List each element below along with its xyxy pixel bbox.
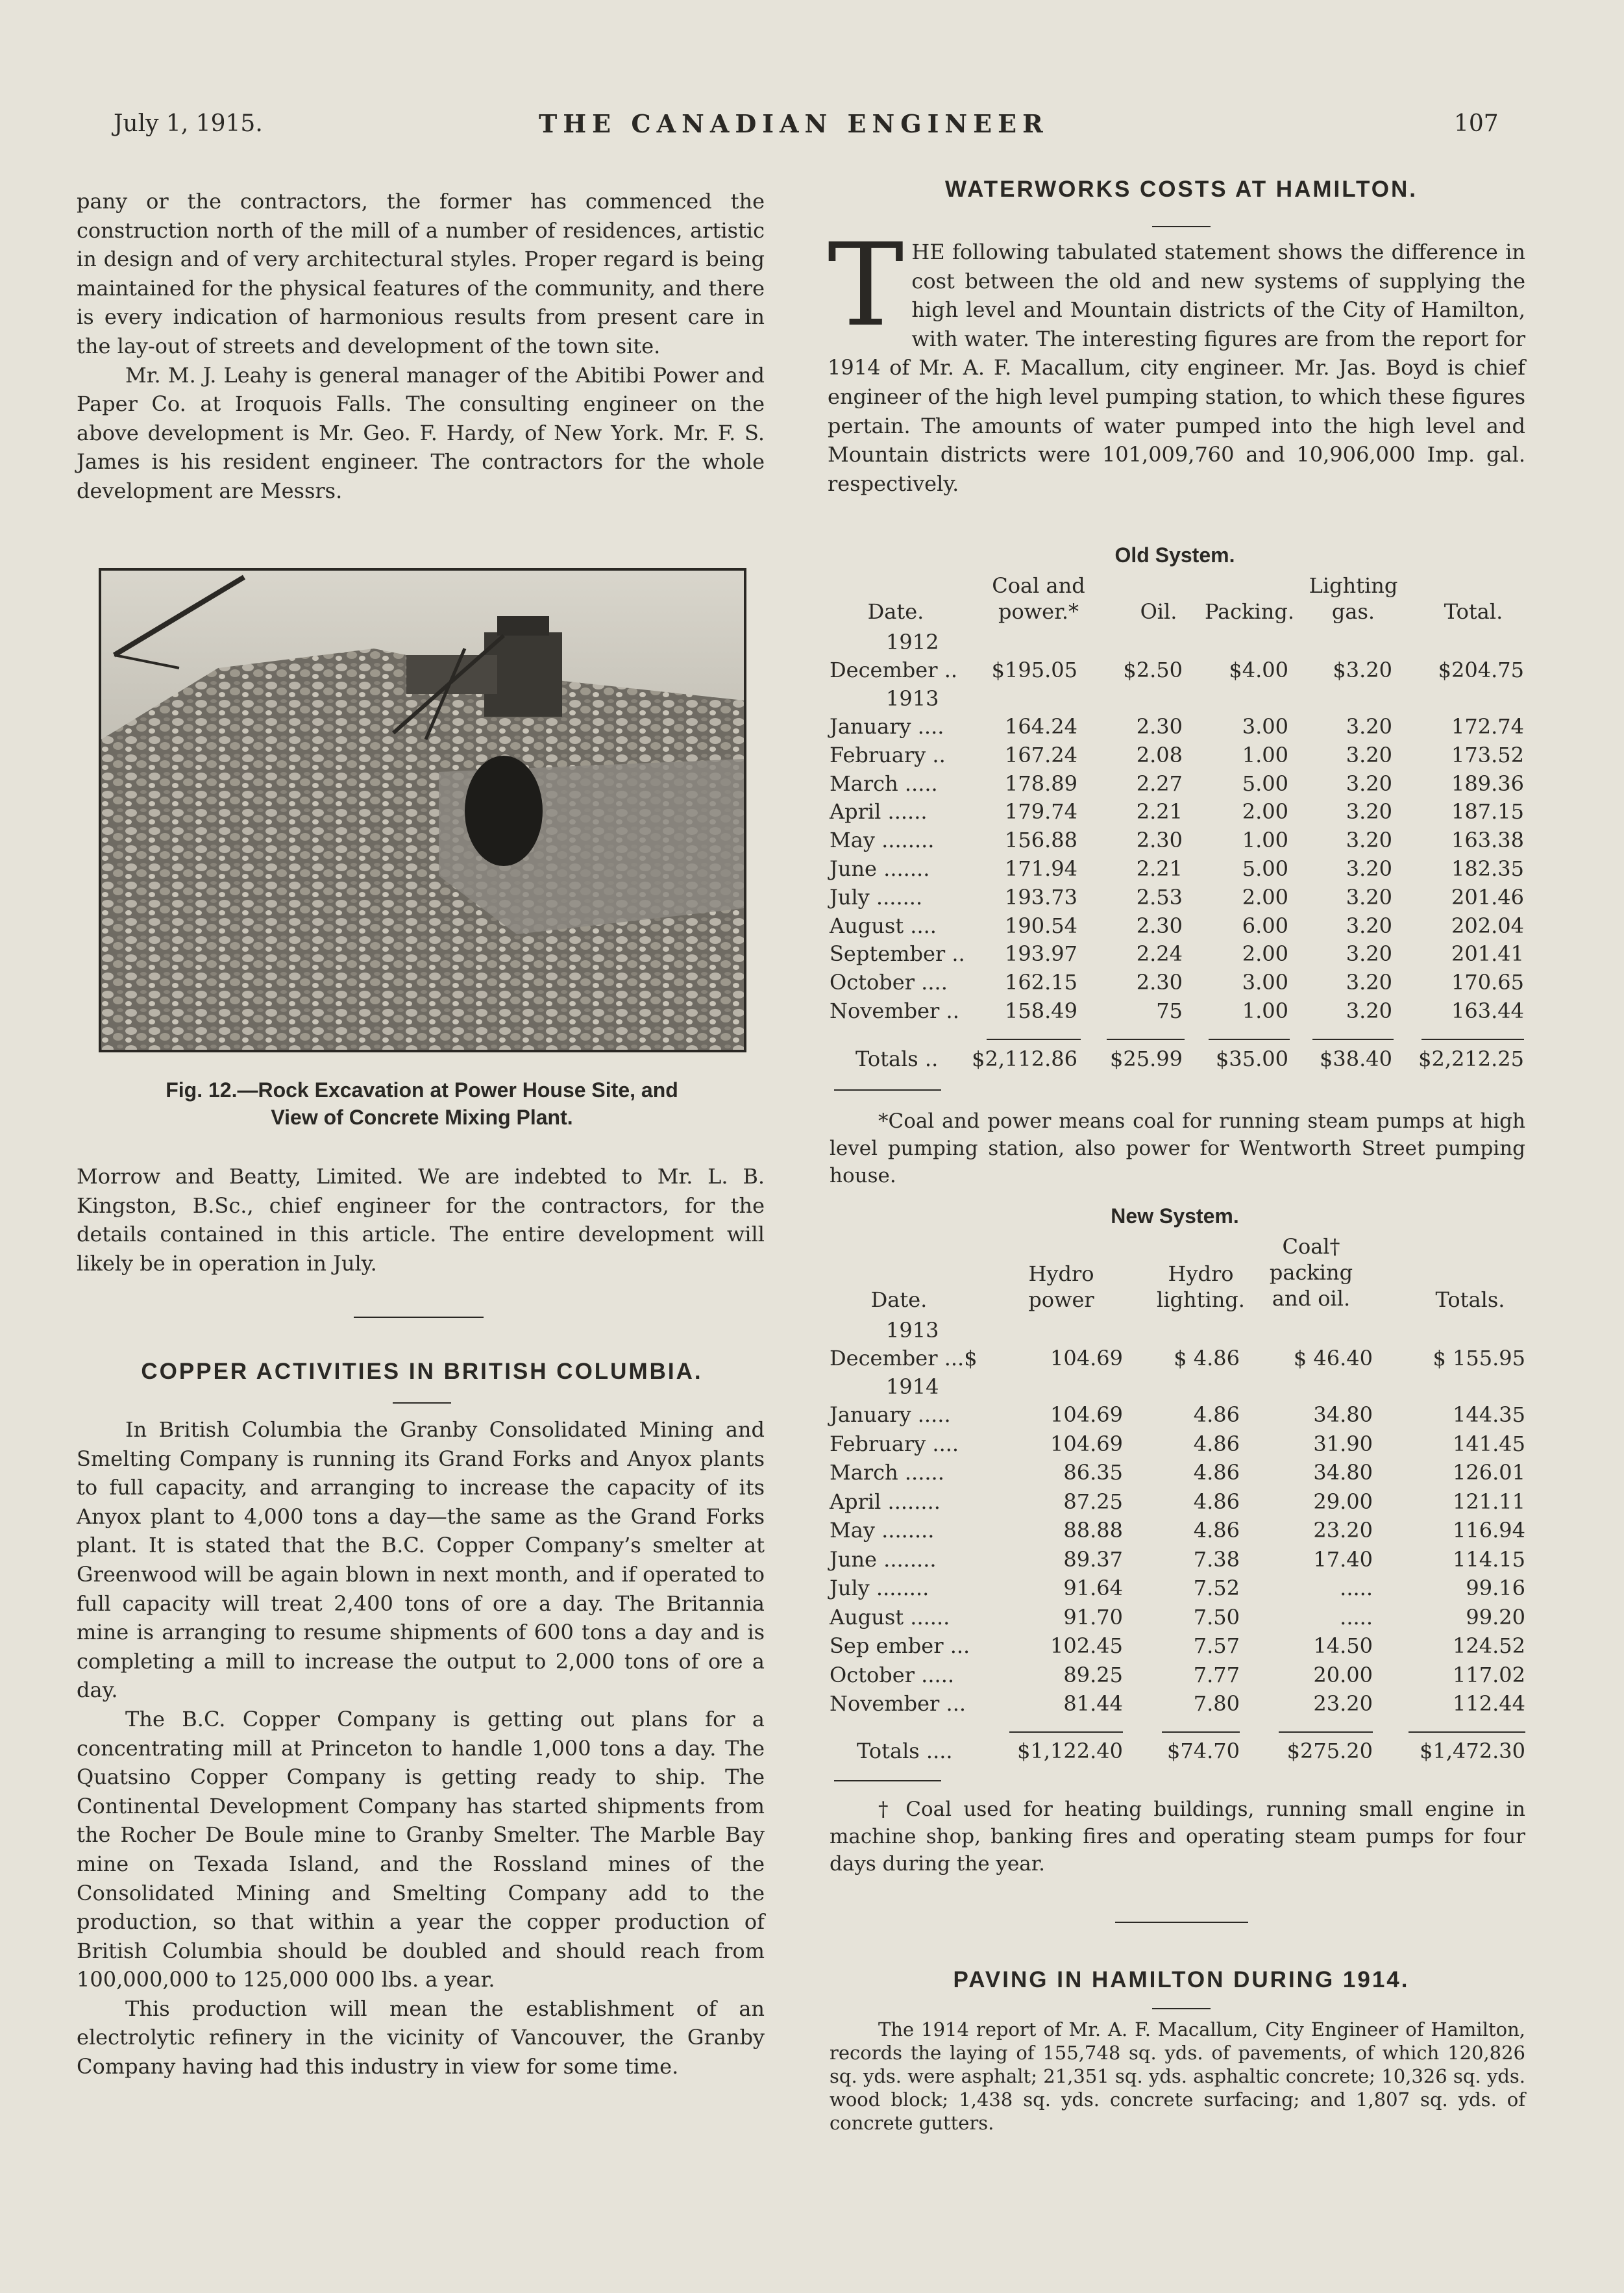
cell-date: May ........ — [830, 828, 935, 853]
sum-rule — [1162, 1731, 1240, 1733]
header-line: Hydro — [1168, 1261, 1234, 1286]
cell-oil: 75 — [1156, 998, 1183, 1023]
cell-hydro-lighting: 4.86 — [1193, 1431, 1240, 1456]
cell-coal: 158.49 — [1005, 998, 1077, 1023]
cell-lighting: 3.20 — [1346, 799, 1392, 824]
cell-hydro-power: 91.70 — [1063, 1604, 1123, 1630]
column-header-coal — [957, 573, 1120, 625]
header-line: Lighting — [1309, 573, 1398, 598]
left-column-mid — [77, 1162, 765, 1278]
column-header-date: Date. — [867, 599, 924, 624]
cell-total: 99.16 — [1466, 1576, 1525, 1600]
paragraph: pany or the contractors, the former has commenced the construction north of the mill of a number of residences, artistic in design and of very architectural styles. Proper regard is being maintained for the physical features of the community, and there is every indication of harmonious results from present care in the lay-out of streets and development of the town site. — [77, 189, 765, 358]
cell-date: January ..... — [830, 1402, 951, 1427]
year-label: 1912 — [886, 630, 939, 654]
table-end-rule — [834, 1780, 941, 1781]
cell-hydro-power: $1,122.40 — [1017, 1739, 1123, 1763]
cell-total: 126.01 — [1453, 1460, 1525, 1485]
cell-coal: $275.20 — [1286, 1739, 1373, 1763]
old-system-title: Old System. — [1114, 543, 1235, 567]
cell-packing: 2.00 — [1242, 884, 1288, 910]
column-header-packing: Packing. — [1205, 599, 1294, 624]
cell-coal: 23.20 — [1313, 1691, 1373, 1716]
cell-lighting: 3.20 — [1346, 714, 1392, 739]
cell-date: August .... — [830, 913, 937, 938]
cell-coal: 190.54 — [1005, 913, 1077, 938]
cell-total: 189.36 — [1451, 771, 1524, 796]
column-header-coal — [1246, 1233, 1376, 1311]
cell-date: October ..... — [830, 1662, 955, 1687]
paragraph — [828, 219, 1525, 498]
cell-total: 187.15 — [1451, 799, 1524, 824]
cell-coal: 179.74 — [1005, 799, 1077, 824]
cell-date: October .... — [830, 970, 948, 995]
table-end-rule — [834, 1089, 941, 1091]
cell-packing: 1.00 — [1242, 742, 1288, 767]
cell-hydro-lighting: 7.38 — [1193, 1546, 1240, 1572]
cell-date: June ....... — [830, 856, 930, 881]
cell-coal: 34.80 — [1313, 1460, 1373, 1485]
paragraph: In British Columbia the Granby Consolidated Mining and Smelting Company is running its Grand Forks and Anyox plants to full capacity, and arranging to increase the capacity of its Anyox plant to 4,000 tons a day—the same as the Grand Forks plant. It is stated that the B.C. Copper Company’s smelter at Greenwood will be again blown in next month, and if operated to full capacity will treat 2,400 tons of ore a day. The Britannia mine is arranging to resume shipments of 600 tons a day and is completing a mill to increase the output to 2,000 tons of ore a day. — [77, 1417, 765, 1703]
cell-hydro-lighting: 7.52 — [1193, 1576, 1240, 1600]
cell-total: 170.65 — [1451, 970, 1524, 995]
cell-packing: 1.00 — [1242, 998, 1288, 1023]
header-line: Coal† — [1282, 1234, 1340, 1259]
sum-rule — [1409, 1731, 1525, 1733]
sum-rule — [1421, 1039, 1524, 1040]
cell-hydro-power: 81.44 — [1063, 1691, 1123, 1716]
paragraph: Mr. M. J. Leahy is general manager of the Abitibi Power and Paper Co. at Iroquois Falls. The consulting engineer on the above development is Mr. Geo. F. Hardy, of New York. Mr. F. S. James is his resident engineer. The contractors for the whole development are Messrs. — [77, 362, 765, 503]
waterworks-intro — [828, 219, 1525, 498]
cell-coal: 171.94 — [1005, 856, 1077, 881]
cell-coal: 178.89 — [1005, 771, 1077, 796]
header-line: Coal and — [992, 573, 1085, 598]
column-header-total: Total. — [1444, 599, 1503, 624]
cell-oil: 2.30 — [1136, 714, 1183, 739]
header-line: and oil. — [1272, 1286, 1351, 1311]
journal-title: THE CANADIAN ENGINEER — [539, 109, 1049, 138]
year-label: 1913 — [886, 1318, 939, 1343]
cell-hydro-power: 89.37 — [1063, 1546, 1123, 1572]
cell-packing: 3.00 — [1242, 970, 1288, 995]
sum-rule — [1107, 1039, 1185, 1040]
sum-rule — [1312, 1039, 1394, 1040]
cell-coal: 23.20 — [1313, 1518, 1373, 1543]
cell-lighting: 3.20 — [1346, 828, 1392, 853]
cell-date: May ........ — [830, 1518, 935, 1543]
cell-packing: 2.00 — [1242, 799, 1288, 824]
cell-oil: 2.21 — [1136, 856, 1183, 881]
cell-hydro-power: 104.69 — [1050, 1431, 1123, 1456]
old-system-note: *Coal and power means coal for running steam pumps at high level pumping station, also power for Wentworth Street pumping house. — [830, 1109, 1525, 1187]
cell-oil: 2.24 — [1136, 941, 1183, 967]
cell-date: July ....... — [830, 884, 923, 910]
cell-date: November .. — [830, 998, 959, 1023]
cell-coal: 17.40 — [1313, 1546, 1373, 1572]
cell-total: 144.35 — [1453, 1402, 1525, 1427]
cell-hydro-power: 88.88 — [1063, 1518, 1123, 1543]
photo-illustration — [101, 571, 744, 1050]
cell-hydro-lighting: 4.86 — [1193, 1489, 1240, 1514]
cell-oil: 2.08 — [1136, 742, 1183, 767]
figure-caption — [78, 1076, 766, 1131]
cell-total: 121.11 — [1453, 1489, 1525, 1514]
paragraph: Morrow and Beatty, Limited. We are indebted to Mr. L. B. Kingston, B.Sc., chief engineer for the contractors, for the details contained in this article. The entire development will likely be in operation in July. — [77, 1164, 765, 1276]
cell-total: 141.45 — [1453, 1431, 1525, 1456]
cell-total: 114.15 — [1453, 1546, 1525, 1572]
cell-total: 182.35 — [1451, 856, 1524, 881]
cell-date: December .. — [830, 658, 958, 682]
cell-packing: 1.00 — [1242, 828, 1288, 853]
cell-coal: 20.00 — [1313, 1662, 1373, 1687]
sum-rule — [1279, 1731, 1373, 1733]
cell-coal: 167.24 — [1005, 742, 1077, 767]
cell-hydro-lighting: 4.86 — [1193, 1402, 1240, 1427]
cell-coal: ..... — [1340, 1604, 1373, 1630]
cell-lighting: $38.40 — [1320, 1047, 1392, 1071]
cell-total: $ 155.95 — [1433, 1346, 1525, 1370]
cell-coal: ..... — [1340, 1576, 1373, 1600]
cell-oil: 2.27 — [1136, 771, 1183, 796]
cell-date: June ........ — [830, 1546, 937, 1572]
cell-hydro-lighting: $ 4.86 — [1174, 1346, 1240, 1370]
cell-lighting: 3.20 — [1346, 998, 1392, 1023]
cell-coal: 31.90 — [1313, 1431, 1373, 1456]
left-column-top — [77, 187, 765, 506]
cell-date: January .... — [830, 714, 944, 739]
cell-coal: 14.50 — [1313, 1633, 1373, 1658]
cell-lighting: 3.20 — [1346, 884, 1392, 910]
cell-hydro-power: 91.64 — [1063, 1576, 1123, 1600]
sum-rule — [1209, 1039, 1290, 1040]
cell-coal: $ 46.40 — [1293, 1346, 1373, 1370]
cell-coal: 34.80 — [1313, 1402, 1373, 1427]
cell-packing: $35.00 — [1216, 1047, 1288, 1071]
heading-rule — [1152, 226, 1211, 227]
sum-rule — [987, 1039, 1081, 1040]
cell-hydro-power: 102.45 — [1050, 1633, 1123, 1658]
cell-lighting: 3.20 — [1346, 856, 1392, 881]
column-header-oil: Oil. — [1140, 599, 1177, 624]
header-line: gas. — [1331, 599, 1375, 624]
cell-coal: 29.00 — [1313, 1489, 1373, 1514]
cell-date: April ...... — [830, 799, 928, 824]
drop-cap: T — [828, 219, 904, 352]
cell-oil: 2.21 — [1136, 799, 1183, 824]
cell-coal: $195.05 — [991, 658, 1077, 682]
new-system-title: New System. — [1111, 1204, 1239, 1228]
cell-hydro-lighting: $74.70 — [1167, 1739, 1240, 1763]
column-header-date: Date. — [870, 1287, 928, 1312]
year-label: 1913 — [886, 686, 939, 711]
cell-packing: 3.00 — [1242, 714, 1288, 739]
header-line: Hydro — [1028, 1261, 1094, 1286]
cell-date: November ... — [830, 1691, 966, 1716]
column-header-lighting — [1288, 573, 1418, 625]
new-system-note: † Coal used for heating buildings, running small engine in machine shop, banking fires and operating steam pumps for four days during the year. — [830, 1798, 1525, 1876]
cell-hydro-lighting: 4.86 — [1193, 1460, 1240, 1485]
cell-date: Sep ember ... — [830, 1633, 970, 1658]
header-line: power — [1028, 1287, 1094, 1312]
cell-lighting: $3.20 — [1333, 658, 1392, 682]
cell-date: February .... — [830, 1431, 959, 1456]
cell-total: 112.44 — [1453, 1691, 1525, 1716]
cell-total: 202.04 — [1451, 913, 1524, 938]
cell-total: 163.38 — [1451, 828, 1524, 853]
column-header-total: Totals. — [1435, 1287, 1505, 1312]
cell-date: December ...$ — [830, 1346, 978, 1370]
column-header-hydro-lighting — [1139, 1261, 1262, 1313]
section-divider — [1115, 1922, 1248, 1923]
cell-date: April ........ — [830, 1489, 941, 1514]
cell-hydro-power: 89.25 — [1063, 1662, 1123, 1687]
cell-lighting: 3.20 — [1346, 941, 1392, 967]
section-divider — [354, 1317, 484, 1318]
cell-total: $1,472.30 — [1420, 1739, 1525, 1763]
cell-hydro-lighting: 7.50 — [1193, 1604, 1240, 1630]
intro-text: HE following tabulated statement shows the difference in cost between the old and new systems of supplying the high level and Mountain districts of the City of Hamilton, with water. The interesting figures are from the report for 1914 of Mr. A. F. Macallum, city engineer. Mr. Jas. Boyd is chief engineer of the high level pumping station, to which these figures pertain. The amounts of water pumped into the high level and Mountain districts were 101,009,760 and 10,906,000 Imp. gal. respectively. — [828, 240, 1525, 496]
cell-total: $204.75 — [1438, 658, 1524, 682]
sum-rule — [1009, 1731, 1123, 1733]
cell-packing: 6.00 — [1242, 913, 1288, 938]
cell-total: 117.02 — [1453, 1662, 1525, 1687]
cell-oil: 2.53 — [1136, 884, 1183, 910]
cell-total: 201.46 — [1451, 884, 1524, 910]
cell-total: 172.74 — [1451, 714, 1524, 739]
paragraph: The B.C. Copper Company is getting out plans for a concentrating mill at Princeton to handle 1,000 tons a day. The Quatsino Copper Company is getting ready to ship. The Continental Development Company has started shipments from the Rocher De Boule mine to Granby Smelter. The Marble Bay mine on Texada Island, and the Rossland mines of the Consolidated Mining and Smelting Company add to the production, so that within a year the copper production of British Columbia should be doubled and should reach from 100,000,000 to 125,000 000 lbs. a year. — [77, 1706, 765, 1992]
cell-date: February .. — [830, 742, 946, 767]
page-number: 107 — [1454, 110, 1499, 137]
cell-oil: 2.30 — [1136, 970, 1183, 995]
cell-total: 201.41 — [1451, 941, 1524, 967]
cell-total: 116.94 — [1453, 1518, 1525, 1543]
cell-hydro-lighting: 7.80 — [1193, 1691, 1240, 1716]
cell-date: March ..... — [830, 771, 938, 796]
cell-lighting: 3.20 — [1346, 742, 1392, 767]
cell-hydro-power: 86.35 — [1063, 1460, 1123, 1485]
waterworks-heading: WATERWORKS COSTS AT HAMILTON. — [945, 177, 1418, 202]
cell-lighting: 3.20 — [1346, 970, 1392, 995]
paving-heading: PAVING IN HAMILTON DURING 1914. — [953, 1967, 1410, 1992]
paragraph: This production will mean the establishment of an electrolytic refinery in the vicinity of Vancouver, the Granby Company having had this industry in view for some time. — [77, 1996, 765, 2079]
copper-article — [77, 1415, 765, 2081]
cell-lighting: 3.20 — [1346, 771, 1392, 796]
year-label: 1914 — [886, 1374, 939, 1399]
cell-total: 99.20 — [1466, 1604, 1525, 1630]
cell-hydro-power: 104.69 — [1050, 1402, 1123, 1427]
cell-packing: $4.00 — [1229, 658, 1288, 682]
cell-hydro-lighting: 4.86 — [1193, 1518, 1240, 1543]
cell-oil: $2.50 — [1123, 658, 1183, 682]
column-header-hydro-power — [1003, 1261, 1120, 1313]
cell-lighting: 3.20 — [1346, 913, 1392, 938]
cell-oil: 2.30 — [1136, 913, 1183, 938]
cell-hydro-lighting: 7.57 — [1193, 1633, 1240, 1658]
cell-oil: 2.30 — [1136, 828, 1183, 853]
cell-date: Totals .... — [857, 1739, 953, 1763]
cell-coal: 156.88 — [1005, 828, 1077, 853]
cell-hydro-lighting: 7.77 — [1193, 1662, 1240, 1687]
header-line: lighting. — [1157, 1287, 1245, 1312]
cell-coal: 193.73 — [1005, 884, 1077, 910]
cell-total: 124.52 — [1453, 1633, 1525, 1658]
cell-packing: 2.00 — [1242, 941, 1288, 967]
cell-coal: $2,112.86 — [972, 1047, 1077, 1071]
cell-packing: 5.00 — [1242, 856, 1288, 881]
excavation-photo — [99, 568, 746, 1052]
copper-heading: COPPER ACTIVITIES IN BRITISH COLUMBIA. — [141, 1359, 703, 1384]
caption-line: View of Concrete Mixing Plant. — [271, 1106, 573, 1129]
cell-date: July ........ — [830, 1576, 929, 1600]
cell-coal: 164.24 — [1005, 714, 1077, 739]
cell-coal: 193.97 — [1005, 941, 1077, 967]
cell-hydro-power: 87.25 — [1063, 1489, 1123, 1514]
header-line: power.* — [998, 599, 1079, 624]
header-date: July 1, 1915. — [114, 110, 263, 137]
cell-date: Totals .. — [855, 1047, 939, 1071]
cell-oil: $25.99 — [1110, 1047, 1183, 1071]
cell-total: 163.44 — [1451, 998, 1524, 1023]
cell-date: March ...... — [830, 1460, 944, 1485]
heading-rule — [1152, 2008, 1211, 2009]
cell-total: 173.52 — [1451, 742, 1524, 767]
cell-hydro-power: 104.69 — [1050, 1346, 1123, 1370]
heading-rule — [393, 1402, 451, 1404]
caption-line: Fig. 12.—Rock Excavation at Power House Site, and — [166, 1078, 678, 1102]
cell-total: $2,212.25 — [1418, 1047, 1524, 1071]
cell-packing: 5.00 — [1242, 771, 1288, 796]
cell-date: September .. — [830, 941, 965, 967]
header-line: packing — [1269, 1260, 1353, 1285]
paving-text: The 1914 report of Mr. A. F. Macallum, City Engineer of Hamilton, records the laying of 155,748 sq. yds. of pavements, of which 120,826 sq. yds. were asphalt; 21,351 sq. yds. asphaltic concrete; 10,326 sq. yds. wood block; 1,438 sq. yds. concrete surfacing; and 1,807 sq. yds. of concrete gutters. — [830, 2018, 1525, 2134]
cell-coal: 162.15 — [1005, 970, 1077, 995]
cell-date: August ...... — [830, 1604, 950, 1630]
